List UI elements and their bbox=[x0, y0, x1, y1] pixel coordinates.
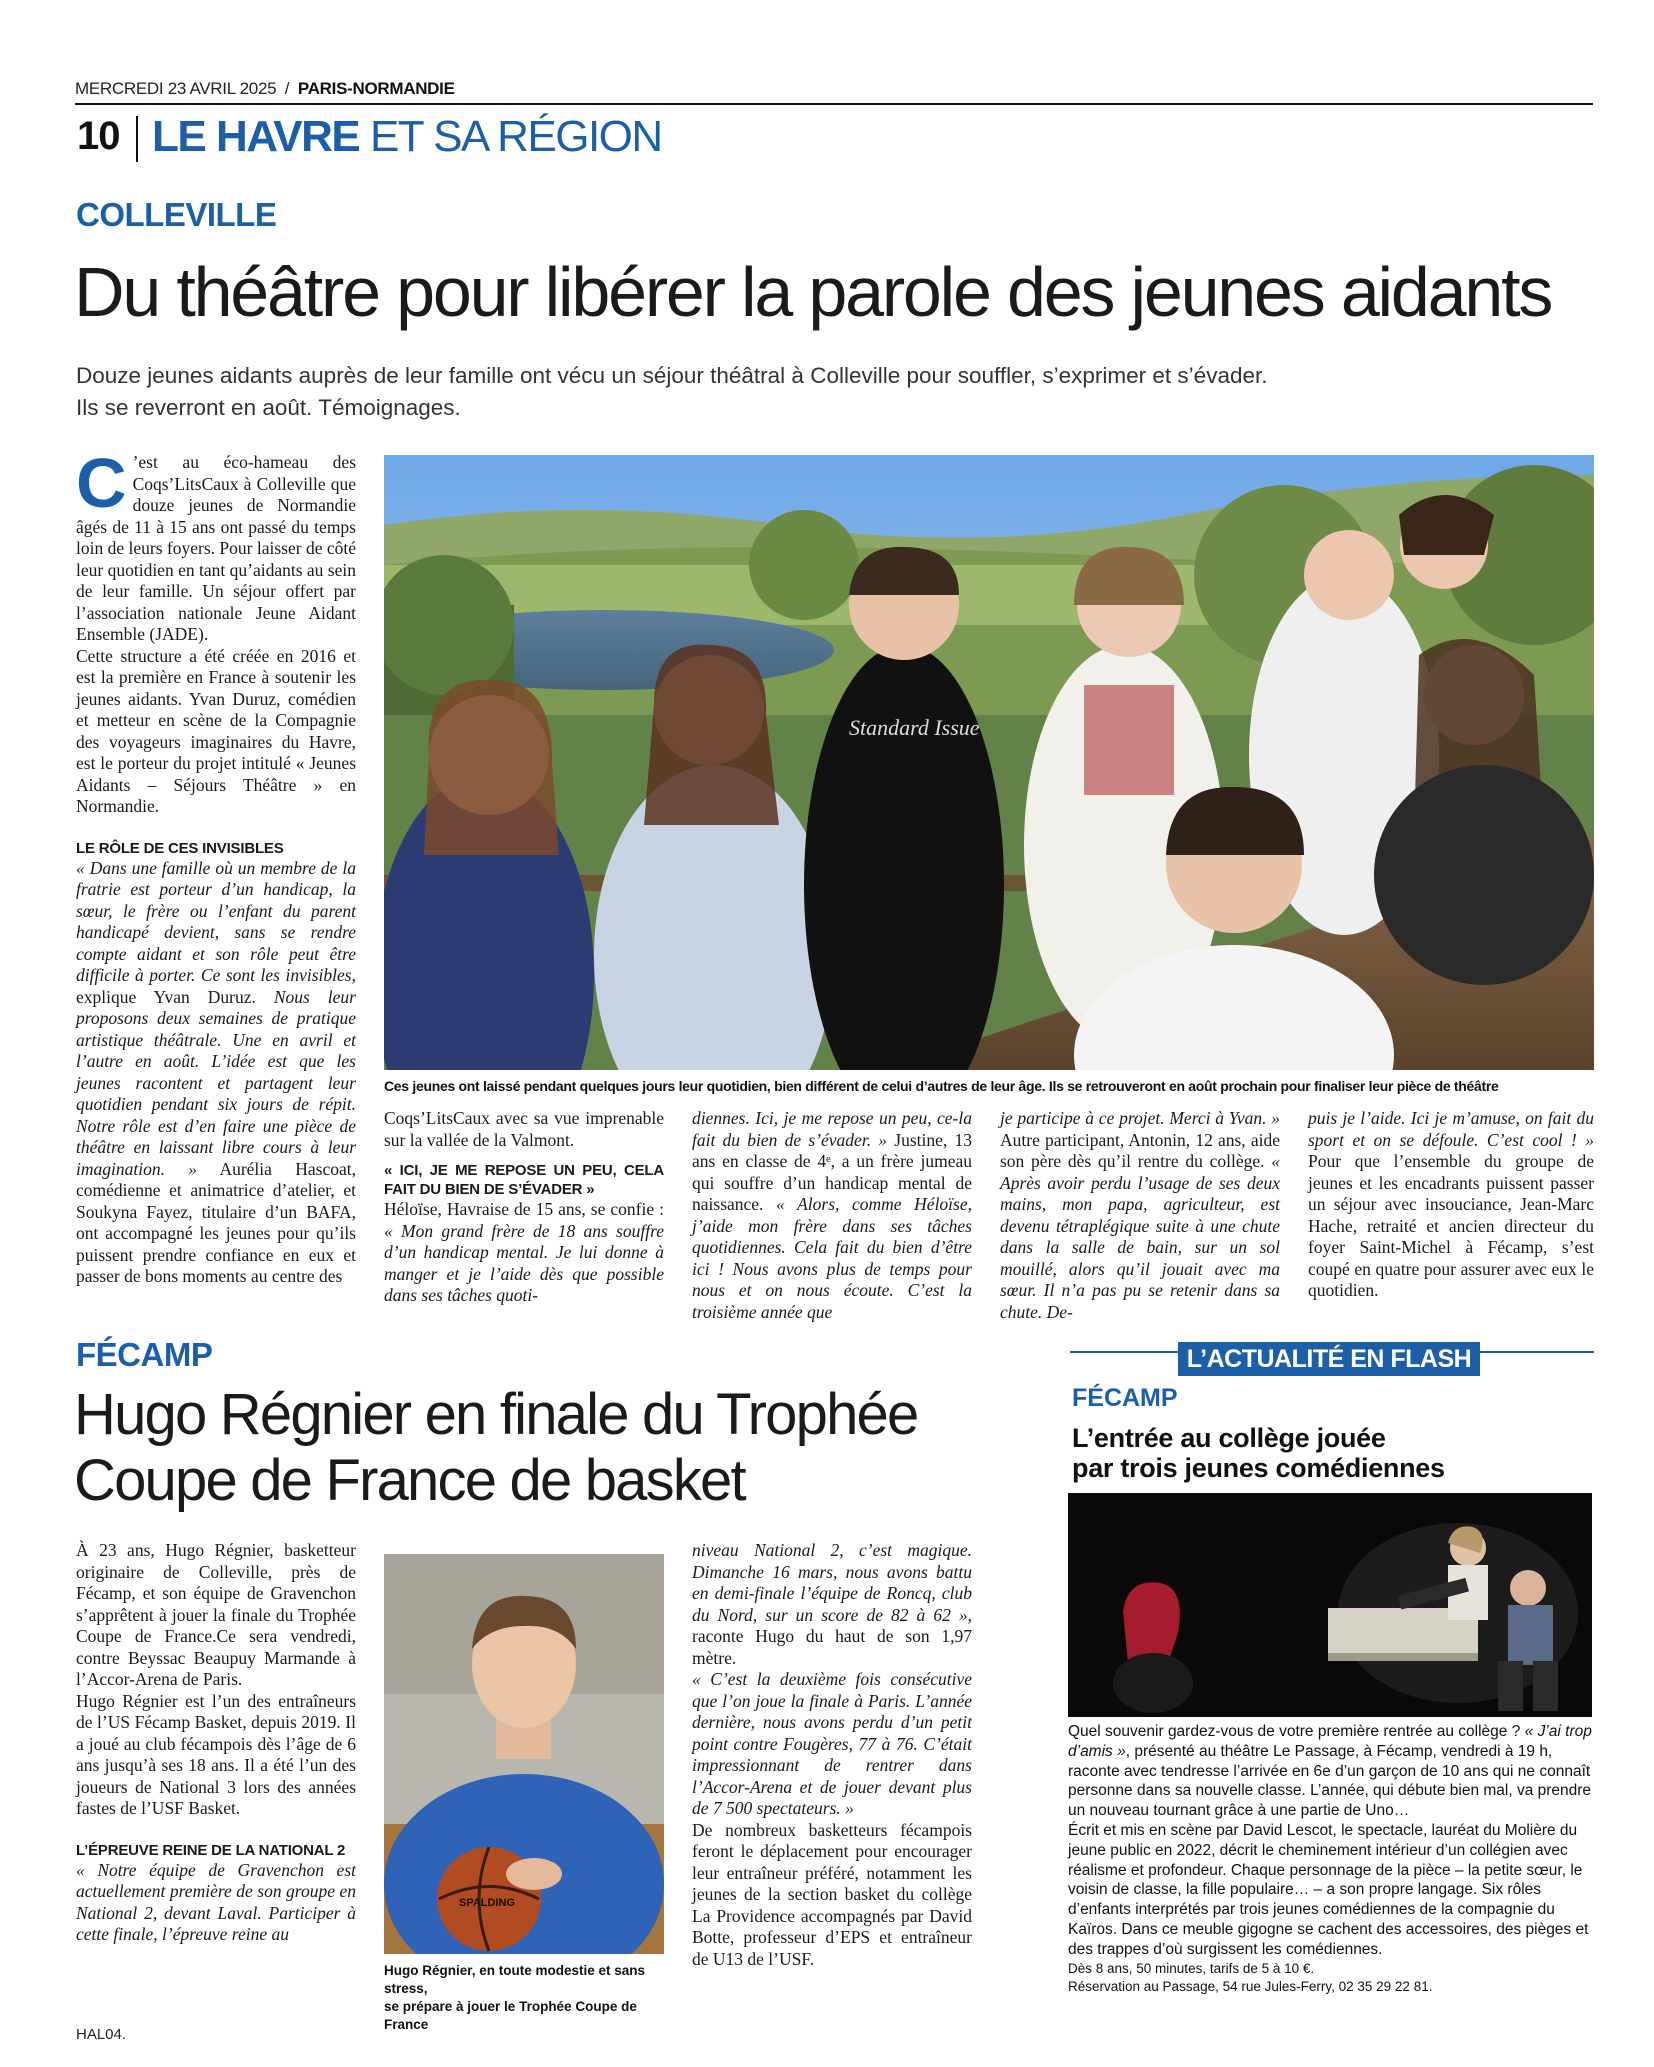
flash-banner: L’ACTUALITÉ EN FLASH bbox=[1178, 1342, 1480, 1376]
article2-title-line2: Coupe de France de basket bbox=[74, 1448, 745, 1513]
page-number-divider bbox=[136, 116, 138, 162]
article2-kicker: FÉCAMP bbox=[76, 1336, 213, 1373]
article1-column3 bbox=[692, 1108, 972, 1323]
article1-col5-quote: puis je l’aide. Ici je m’amuse, on fait du sport et on se défoule. C’est cool ! » bbox=[1308, 1108, 1594, 1150]
theatre-photo-illustration bbox=[1068, 1493, 1592, 1717]
section-title bbox=[152, 112, 662, 162]
article1-col2-intro: Héloïse, Havraise de 15 ans, se confie : bbox=[384, 1199, 664, 1219]
hugo-photo-illustration bbox=[384, 1554, 664, 1954]
flash-title-line2: par trois jeunes comédiennes bbox=[1072, 1453, 1445, 1483]
flash-info2: Réservation au Passage, 54 rue Jules-Ferry, 02 35 29 22 81. bbox=[1068, 1978, 1433, 1994]
article2-hugo-photo bbox=[384, 1554, 664, 1954]
article2-title-line1: Hugo Régnier en finale du Trophée bbox=[74, 1382, 918, 1447]
flash-text-continued: , présenté au théâtre Le Passage, à Fécamp, vendredi à 19 h, raconte avec tendresse l’arrivée en 6e d’un garçon de 10 ans qui ne connaît personne dans sa nouvelle classe. L’année, qui débute bien mal, va prendre un nouveau tournant grâce à une partie de Uno… bbox=[1068, 1742, 1592, 1820]
article1-quote1: « Dans une famille où un membre de la fratrie est porteur d’un handicap, la sœur, le frère ou l’enfant du parent handicapé devient, sans se rendre compte aidant et son rôle peut être difficile à porter. Ce sont les invisibles, bbox=[76, 857, 356, 985]
article1-col4-quote1: je participe à ce projet. Merci à Yvan. » bbox=[1000, 1108, 1280, 1128]
section-title-light: ET SA RÉGION bbox=[369, 112, 662, 161]
article2-paragraph1: À 23 ans, Hugo Régnier, basketteur originaire de Colleville, près de Fécamp, et son équipe de Gravenchon s’apprêtent à jouer la finale du Trophée Coupe de France.Ce sera vendredi, contre Beyssac Beaupuy Marmande à l’Accor-Arena de Paris. bbox=[76, 1540, 356, 1689]
article1-col4-quote2: « Après avoir perdu l’usage de ses deux mains, mon papa, agriculteur, est devenu tétraplégique suite à une chute dans la salle de bain, sur un sol mouillé, alors qu’il jouait avec ma sœur. Il n’a pas pu se retenir dans sa chute. De- bbox=[1000, 1151, 1280, 1322]
section-title-strong: LE HAVRE bbox=[152, 112, 360, 161]
article1-dropcap: C bbox=[76, 444, 127, 522]
issue-date: MERCREDI 23 AVRIL 2025 bbox=[75, 79, 277, 98]
article2-column3 bbox=[692, 1540, 972, 1970]
article2-quote3: « C’est la deuxième fois consécutive que l’on joue la finale à Paris. L’année dernière, nous avons perdu d’un petit point contre Fougères, 77 à 76. C’était impressionnant de rentrer dans l’Accor-Arena et de jouer devant plus de 7 500 spectateurs. » bbox=[692, 1669, 972, 1818]
article1-column4 bbox=[1000, 1108, 1280, 1323]
article1-kicker: COLLEVILLE bbox=[76, 196, 277, 233]
article1-col3-text: Justine, 13 ans en classe de 4ᵉ, a un frère jumeau qui souffre d’un handicap mental de naissance. bbox=[692, 1129, 972, 1214]
group-photo-illustration bbox=[384, 455, 1594, 1070]
masthead-separator: / bbox=[284, 79, 290, 98]
article1-column1 bbox=[76, 444, 356, 1288]
article1-column5 bbox=[1308, 1108, 1594, 1302]
flash-info1: Dès 8 ans, 50 minutes, tarifs de 5 à 10 €. bbox=[1068, 1960, 1315, 1976]
page-footer-code: HAL04. bbox=[76, 2026, 127, 2043]
article1-attribution1: explique Yvan Duruz. bbox=[76, 986, 274, 1007]
article2-caption-line2: se prépare à jouer le Trophée Coupe de France bbox=[384, 1999, 637, 2032]
article1-group-photo bbox=[384, 455, 1594, 1070]
article2-column1 bbox=[76, 1540, 356, 1946]
flash-title-line1: L’entrée au collège jouée bbox=[1072, 1423, 1386, 1453]
article1-paragraph1: ’est au éco-hameau des Coqs’LitsCaux à Colleville que douze jeunes de Normandie âgés de 11 à 15 ans ont passé du temps loin de leurs foyers. Pour laisser de côté leur quotidien en tant qu’aidants au sein de leur famille. Un séjour offert par l’association nationale Jeune Aidant Ensemble (JADE). bbox=[76, 452, 356, 644]
article1-standfirst-line2: Ils se reverront en août. Témoignages. bbox=[76, 395, 461, 420]
article1-paragraph3-end: Aurélia Hascoat, comédienne et animatrice d’atelier, et Soukyna Fayez, titulaire d’un BAFA, ont accompagné les jeunes pour qu’ils puissent prendre confiance en eux et passer de bons moments au centre des bbox=[76, 1158, 356, 1286]
article1-col3-quote1: diennes. Ici, je me repose un peu, ce-la fait du bien de s’évader. » bbox=[692, 1108, 972, 1150]
article2-col3-text: raconte Hugo du haut de son 1,97 mètre. bbox=[692, 1626, 972, 1668]
flash-body bbox=[1068, 1722, 1594, 1996]
article1-col4-text: Autre participant, Antonin, 12 ans, aide son père dès qu’il rentre du collège. bbox=[1000, 1129, 1280, 1171]
article1-title: Du théâtre pour libérer la parole des jeunes aidants bbox=[74, 253, 1552, 331]
article1-subhead2: « ICI, JE ME REPOSE UN PEU, CELA FAIT DU BIEN DE S’ÉVADER » bbox=[384, 1162, 664, 1198]
flash-theatre-photo bbox=[1068, 1493, 1592, 1717]
paper-name: PARIS-NORMANDIE bbox=[297, 79, 455, 98]
article1-col3-quote2: « Alors, comme Héloïse, j’aide mon frère dans ses tâches quotidiennes. Cela fait du bien d’être ici ! Nous avons plus de temps pour nous et on nous écoute. C’est la troisième année que bbox=[692, 1194, 972, 1322]
page-number: 10 bbox=[77, 114, 120, 158]
flash-show-title: « J’ai trop d’amis » bbox=[1068, 1723, 1592, 1760]
article2-quote1: « Notre équipe de Gravenchon est actuellement première de son groupe en National 2, devant Laval. Participer à cette finale, l’épreuve reine au bbox=[76, 1859, 356, 1944]
masthead-rule bbox=[75, 103, 1593, 105]
article1-column2 bbox=[384, 1108, 664, 1307]
article2-col3-paragraph: De nombreux basketteurs fécampois feront le déplacement pour encourager leur entraîneur préféré, notamment les jeunes de la section basket du collège La Providence accompagnés par David Botte, professeur d’EPS et entraîneur de U13 de l’USF. bbox=[692, 1819, 972, 1969]
ball-text: SPALDING bbox=[459, 1897, 516, 1909]
article1-paragraph2: Cette structure a été créée en 2016 et est la première en France à soutenir les jeunes aidants. Yvan Duruz, comédien et metteur en scène de la Compagnie des voyageurs imaginaires du Havre, est le porteur du projet intitulé « Jeunes Aidants – Séjours Théâtre » en Normandie. bbox=[76, 645, 356, 816]
article2-title bbox=[74, 1382, 917, 1514]
flash-text-intro: Quel souvenir gardez-vous de votre première rentrée au collège ? bbox=[1068, 1723, 1525, 1740]
article2-paragraph2: Hugo Régnier est l’un des entraîneurs de l’US Fécamp Basket, depuis 2019. Il a joué au club fécampois dès l’âge de 6 ans jusqu’à ses 18 ans. Il a été l’un des joueurs de National 3 lors des années fastes de l’USF Basket. bbox=[76, 1690, 356, 1818]
article2-quote2: niveau National 2, c’est magique. Dimanche 16 mars, nous avons battu en demi-finale l’équipe de Roncq, club du Nord, sur un score de 82 à 62 », bbox=[692, 1540, 972, 1625]
article1-subhead1: LE RÔLE DE CES INVISIBLES bbox=[76, 839, 284, 857]
article1-col2-quote: « Mon grand frère de 18 ans souffre d’un handicap mental. Je lui donne à manger et je l’aide dès que possible dans ses tâches quoti- bbox=[384, 1220, 664, 1305]
shirt-text: Standard Issue bbox=[849, 715, 980, 740]
article2-caption-line1: Hugo Régnier, en toute modestie et sans stress, bbox=[384, 1963, 646, 1996]
flash-kicker: FÉCAMP bbox=[1072, 1384, 1178, 1412]
masthead bbox=[75, 79, 1593, 105]
flash-paragraph2: Écrit et mis en scène par David Lescot, le spectacle, lauréat du Molière du jeune public en 2022, décrit le cheminement intérieur d’un collégien avec réalisme et profondeur. Chaque personnage de la pièce – la petite sœur, le voisin de classe, la fille populaire… – a son propre langage. Six rôles d’enfants interprétés par trois jeunes comédiennes de la compagnie du Kaïros. Dans ce meuble gigogne se cachent des accessoires, des pièges et des trappes d’où surgissent les comédiennes. bbox=[1068, 1821, 1589, 1958]
article2-subhead: L’ÉPREUVE REINE DE LA NATIONAL 2 bbox=[76, 1841, 346, 1859]
article2-photo-caption bbox=[384, 1962, 664, 2034]
flash-title bbox=[1072, 1423, 1445, 1483]
article1-standfirst bbox=[76, 360, 1576, 424]
article1-col2-paragraph1: Coqs’LitsCaux avec sa vue imprenable sur la vallée de la Valmont. bbox=[384, 1108, 664, 1150]
article1-standfirst-line1: Douze jeunes aidants auprès de leur famille ont vécu un séjour théâtral à Colleville pour souffler, s’exprimer et s’évader. bbox=[76, 363, 1268, 388]
article1-col5-text: Pour que l’ensemble du groupe de jeunes et les encadrants puissent passer un séjour avec insouciance, Jean-Marc Hache, retraité et ancien directeur du foyer Saint-Michel à Fécamp, s’est coupé en quatre pour assurer avec eux le quotidien. bbox=[1308, 1151, 1594, 1300]
article1-photo-caption: Ces jeunes ont laissé pendant quelques jours leur quotidien, bien différent de celui d’autres de leur âge. Ils se retrouveront en août prochain pour finaliser leur pièce de théâtre bbox=[384, 1078, 1499, 1094]
article1-quote2: Nous leur proposons deux semaines de pratique artistique théâtrale. Une en avril et l’autre en août. L’idée est que les jeunes racontent et partagent leur quotidien pendant six jours de répit. Notre rôle est d’en faire une pièce de théâtre en laissant libre cours à leur imagination. » bbox=[76, 986, 356, 1179]
